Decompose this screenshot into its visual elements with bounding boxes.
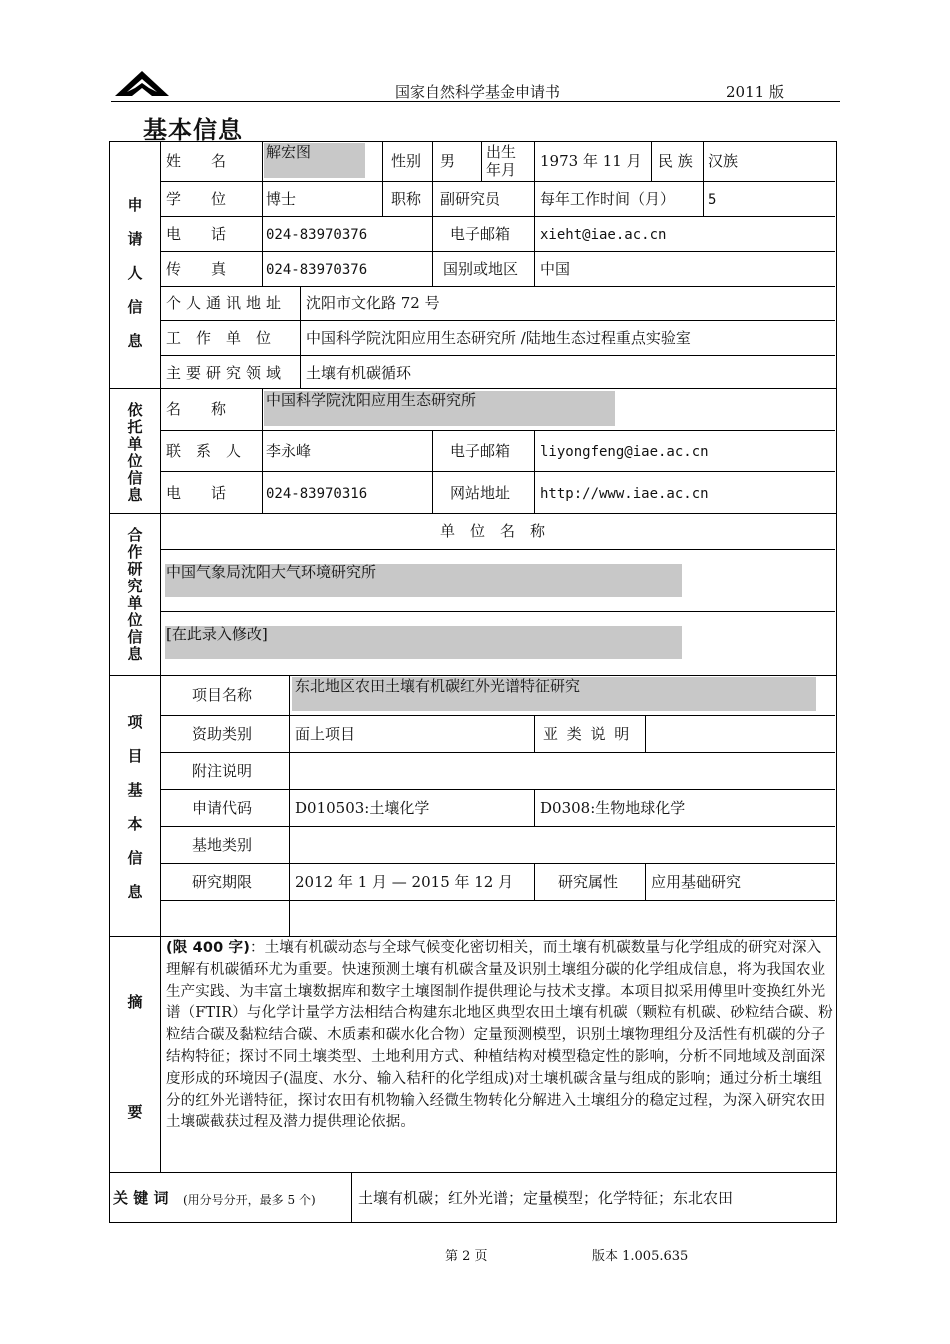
label-email: 电子邮箱 [450, 225, 511, 243]
label-host-email: 电子邮箱 [450, 442, 511, 460]
abstract-body: ：土壤有机碳动态与全球气候变化密切相关，而土壤有机碳数量与化学组成的研究对深入理解有机碳循环尤为重要。快速预测土壤有机碳含量及识别土壤组分碳的化学组成信息，将为我国农业生产实践、为丰富土壤数据库和数字土壤图制作提供理论与技术支撑。本项目拟采用傅里叶变换红外光谱（FTIR）与化学计量学方法相结合构建东北地区典型农田土壤有机碳（颗粒有机碳、砂粒结合碳、粉粒结合碳及黏粒结合碳、木质素和碳水化合物）定量预测模型，识别土壤物理组分及活性有机碳的分子结构特征；探讨不同土壤类型、土地利用方式、种植结构对模型稳定性的影响，分析不同地域及剖面深度形成的环境因子(温度、水分、输入秸秆的化学组成)对土壤机碳含量与组成的影响；通过分析土壤组分的红外光谱特征，探讨农田有机物输入经微生物转化分解进入土壤组分的稳定过程，为深入研究农田土壤碳截获过程及潜力提供理论依据。 [166, 940, 833, 1131]
col-line [481, 141, 482, 181]
label-contact: 联 系 人 [166, 442, 242, 460]
header-version: 2011 版 [726, 83, 784, 101]
label-fax: 传 真 [166, 260, 227, 278]
host-name[interactable]: 中国科学院沈阳应用生态研究所 [266, 391, 477, 409]
col-line [262, 141, 263, 286]
keywords-hint: (用分号分开，最多 5 个) [183, 1193, 316, 1207]
abstract-limit: (限 400 字) [166, 940, 250, 956]
divider-coop-project [109, 675, 836, 676]
host-email[interactable]: liyongfeng@iae.ac.cn [540, 444, 709, 460]
divider-project-abstract [109, 936, 836, 937]
label-name: 姓 名 [166, 152, 227, 170]
coop-section-label: 合 作 研 究 单 位 信 息 [127, 526, 143, 663]
row-line [160, 611, 835, 612]
col-line [645, 863, 646, 900]
applicant-title[interactable]: 副研究员 [440, 190, 501, 208]
label-host-phone: 电 话 [166, 484, 227, 502]
page-heading: 基本信息 [143, 116, 243, 144]
col-line [534, 715, 535, 752]
label-subcategory: 亚 类 说 明 [543, 725, 632, 743]
keywords-value[interactable]: 土壤有机碳；红外光谱；定量模型；化学特征；东北农田 [358, 1189, 734, 1207]
label-funding: 资助类别 [192, 725, 253, 743]
col-line [703, 141, 704, 216]
col-line [262, 388, 263, 513]
divider-host-coop [109, 513, 836, 514]
applicant-section-label: 申 请 人 信 息 [127, 196, 143, 350]
label-ethnic: 民 族 [658, 152, 693, 170]
label-attribute: 研究属性 [558, 873, 619, 891]
label-work-unit: 工 作 单 位 [166, 329, 272, 347]
keywords-label: 关 键 词 [113, 1189, 169, 1207]
row-line [160, 789, 835, 790]
applicant-ethnic[interactable]: 汉族 [708, 152, 739, 170]
col-line [651, 141, 652, 181]
label-website: 网站地址 [450, 484, 511, 502]
row-line [160, 320, 835, 321]
label-gender: 性别 [391, 152, 422, 170]
footer-page: 第 2 页 [445, 1249, 488, 1264]
col-line [534, 430, 535, 513]
col-line [534, 141, 535, 286]
label-country: 国别或地区 [443, 260, 519, 278]
label-degree: 学 位 [166, 190, 227, 208]
project-section-label: 项 目 基 本 信 息 [127, 713, 143, 901]
applicant-address[interactable]: 沈阳市文化路 72 号 [306, 294, 440, 312]
header-title: 国家自然科学基金申请书 [395, 83, 561, 101]
applicant-phone[interactable]: 024-83970376 [266, 227, 368, 243]
divider-applicant-host [109, 388, 836, 389]
header-rule [111, 101, 840, 102]
applicant-work-unit[interactable]: 中国科学院沈阳应用生态研究所 /陆地生态过程重点实验室 [306, 329, 691, 347]
applicant-name[interactable]: 解宏图 [266, 143, 312, 161]
row-line [160, 900, 835, 901]
coop-unit-2[interactable]: [在此录入修改] [166, 625, 268, 643]
divider-abstract-keywords [109, 1172, 836, 1173]
label-title: 职称 [391, 190, 422, 208]
row-line [160, 355, 835, 356]
project-funding[interactable]: 面上项目 [295, 725, 356, 743]
col-line [351, 1172, 352, 1222]
label-birth-1: 出生 [486, 143, 517, 161]
applicant-field[interactable]: 土壤有机碳循环 [306, 364, 412, 382]
col-line [432, 430, 433, 513]
applicant-country[interactable]: 中国 [540, 260, 571, 278]
row-line [160, 752, 835, 753]
col-line [300, 286, 301, 388]
label-address: 个人通讯地址 [166, 294, 287, 312]
project-attribute[interactable]: 应用基础研究 [651, 873, 742, 891]
coop-unit-1[interactable]: 中国气象局沈阳大气环境研究所 [166, 563, 377, 581]
applicant-fax[interactable]: 024-83970376 [266, 262, 368, 278]
host-contact[interactable]: 李永峰 [266, 442, 312, 460]
col-line [289, 675, 290, 936]
label-project-name: 项目名称 [192, 686, 253, 704]
label-code: 申请代码 [192, 799, 253, 817]
row-line [160, 863, 835, 864]
host-section-label: 依 托 单 位 信 息 [127, 401, 143, 504]
label-note: 附注说明 [192, 762, 253, 780]
applicant-gender[interactable]: 男 [440, 152, 456, 170]
label-base: 基地类别 [192, 836, 253, 854]
abstract-label-2: 要 [127, 1103, 143, 1121]
project-name[interactable]: 东北地区农田土壤有机碳红外光谱特征研究 [295, 677, 581, 695]
abstract-text[interactable] [166, 938, 834, 1134]
row-line [160, 715, 835, 716]
nsfc-logo [113, 68, 171, 98]
label-field: 主要研究领域 [166, 364, 287, 382]
section-label-divider [160, 141, 161, 1172]
label-worktime: 每年工作时间（月） [540, 190, 676, 208]
applicant-degree[interactable]: 博士 [266, 190, 297, 208]
abstract-label-1: 摘 [127, 993, 143, 1011]
col-line [382, 141, 383, 216]
applicant-worktime[interactable]: 5 [708, 192, 717, 208]
label-host-name: 名 称 [166, 400, 227, 418]
label-phone: 电 话 [166, 225, 227, 243]
host-phone[interactable]: 024-83970316 [266, 486, 368, 502]
label-period: 研究期限 [192, 873, 253, 891]
col-line [432, 141, 433, 286]
col-line [534, 863, 535, 900]
label-birth-2: 年月 [486, 161, 517, 179]
coop-header: 单 位 名 称 [440, 522, 546, 540]
row-line [160, 826, 835, 827]
project-period[interactable]: 2012 年 1 月 — 2015 年 12 月 [295, 873, 514, 891]
applicant-email[interactable]: xieht@iae.ac.cn [540, 227, 667, 243]
host-website[interactable]: http://www.iae.ac.cn [540, 486, 709, 502]
footer-version: 版本 1.005.635 [592, 1249, 689, 1264]
applicant-birth[interactable]: 1973 年 11 月 [540, 152, 642, 170]
project-code-1[interactable]: D010503:土壤化学 [295, 799, 430, 817]
row-line [160, 286, 835, 287]
col-line [534, 789, 535, 826]
col-line [645, 715, 646, 752]
row-line [160, 549, 835, 550]
project-code-2[interactable]: D0308:生物地球化学 [540, 799, 686, 817]
